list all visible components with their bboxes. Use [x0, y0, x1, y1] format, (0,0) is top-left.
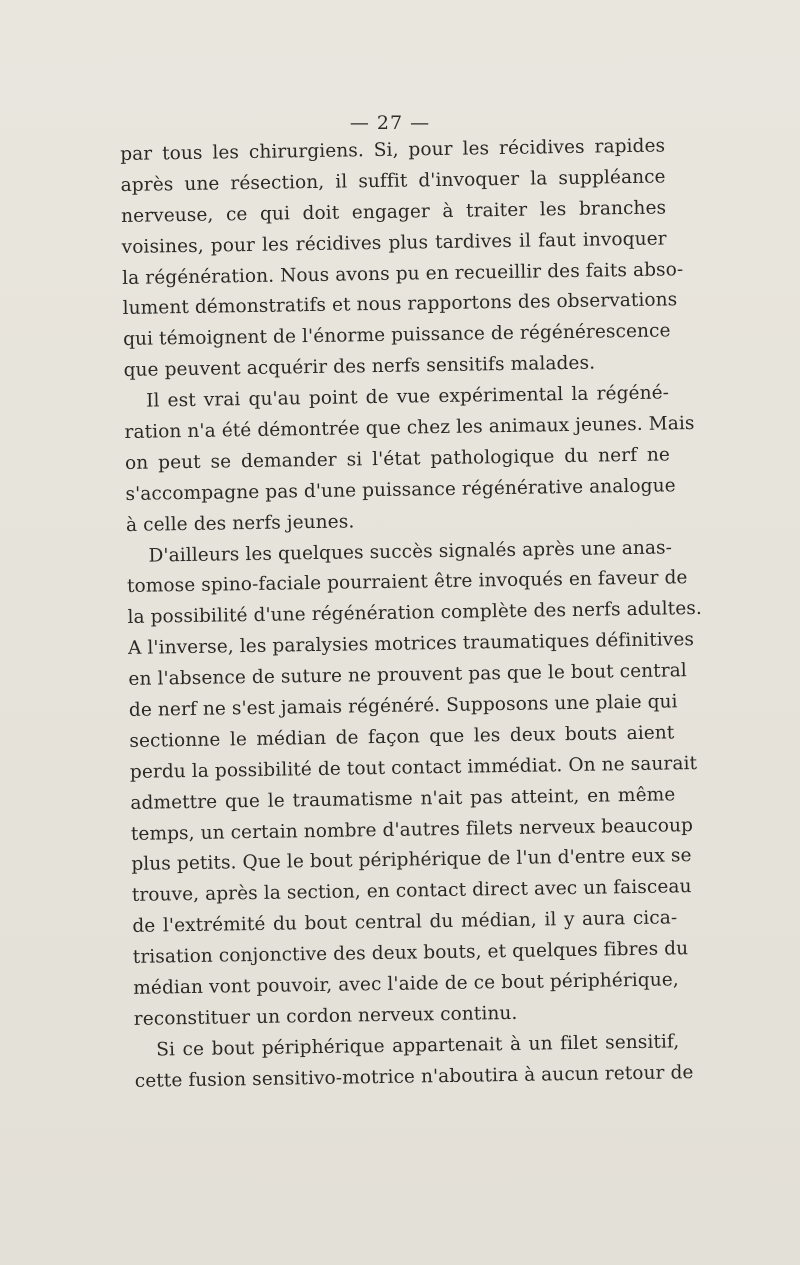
text-line: ration n'a été démontrée que chez les animaux jeunes. Mais: [124, 413, 695, 443]
text-line: on peut se demander si l'état pathologique du nerf ne: [124, 444, 671, 474]
text-line: Si ce bout périphérique appartenait à un filet sensitif,: [156, 1031, 680, 1061]
text-line: reconstituer un cordon nerveux continu.: [133, 1002, 518, 1030]
text-line: après une résection, il suffit d'invoquer la suppléance: [120, 166, 666, 196]
text-line: de nerf ne s'est jamais régénéré. Supposons une plaie qui: [128, 691, 678, 721]
text-line: voisines, pour les récidives plus tardives il faut invoquer: [121, 228, 667, 258]
text-line: temps, un certain nombre d'autres filets nerveux beaucoup: [130, 814, 694, 845]
text-line: médian vont pouvoir, avec l'aide de ce bout périphérique,: [133, 969, 679, 999]
text-line: cette fusion sensitivo-motrice n'aboutira à aucun retour de: [134, 1061, 694, 1092]
text-line: la possibilité d'une régénération complète des nerfs adultes.: [127, 598, 703, 629]
text-line: par tous les chirurgiens. Si, pour les récidives rapides: [120, 135, 666, 165]
text-line: sectionne le médian de façon que les deux bouts aient: [129, 722, 675, 752]
text-line: nerveuse, ce qui doit engager à traiter les branches: [121, 197, 667, 227]
text-line: à celle des nerfs jeunes.: [125, 511, 355, 536]
text-line: s'accompagne pas d'une puissance régénérative analogue: [125, 475, 676, 505]
text-line: que peuvent acquérir des nerfs sensitifs malades.: [123, 352, 596, 382]
text-line: plus petits. Que le bout périphérique de l'un d'entre eux se: [131, 845, 692, 876]
text-line: lument démonstratifs et nous rapportons des observations: [122, 289, 678, 320]
text-line: la régénération. Nous avons pu en recueillir des faits abso-: [122, 258, 684, 289]
text-line: en l'absence de suture ne prouvent pas que le bout central: [128, 660, 687, 691]
text-line: A l'inverse, les paralysies motrices traumatiques définitives: [127, 629, 695, 660]
text-line: trisation conjonctive des deux bouts, et quelques fibres du: [132, 938, 689, 969]
text-line: trouve, après la section, en contact direct avec un faisceau: [131, 876, 692, 907]
text-line: qui témoignent de l'énorme puissance de régénérescence: [122, 320, 671, 351]
text-line: tomose spino-faciale pourraient être invoqués en faveur de: [126, 567, 688, 598]
text-line: D'ailleurs les quelques succès signalés après une anas-: [148, 536, 673, 567]
text-line: admettre que le traumatisme n'ait pas atteint, en même: [130, 784, 676, 814]
text-line: de l'extrémité du bout central du médian, il y aura cica-: [132, 907, 678, 938]
text-line: Il est vrai qu'au point de vue expérimental la régéné-: [145, 382, 670, 412]
page-number: — 27 —: [349, 112, 431, 134]
body-text: [120, 131, 703, 1097]
text-line: perdu la possibilité de tout contact immédiat. On ne saurait: [129, 752, 698, 783]
